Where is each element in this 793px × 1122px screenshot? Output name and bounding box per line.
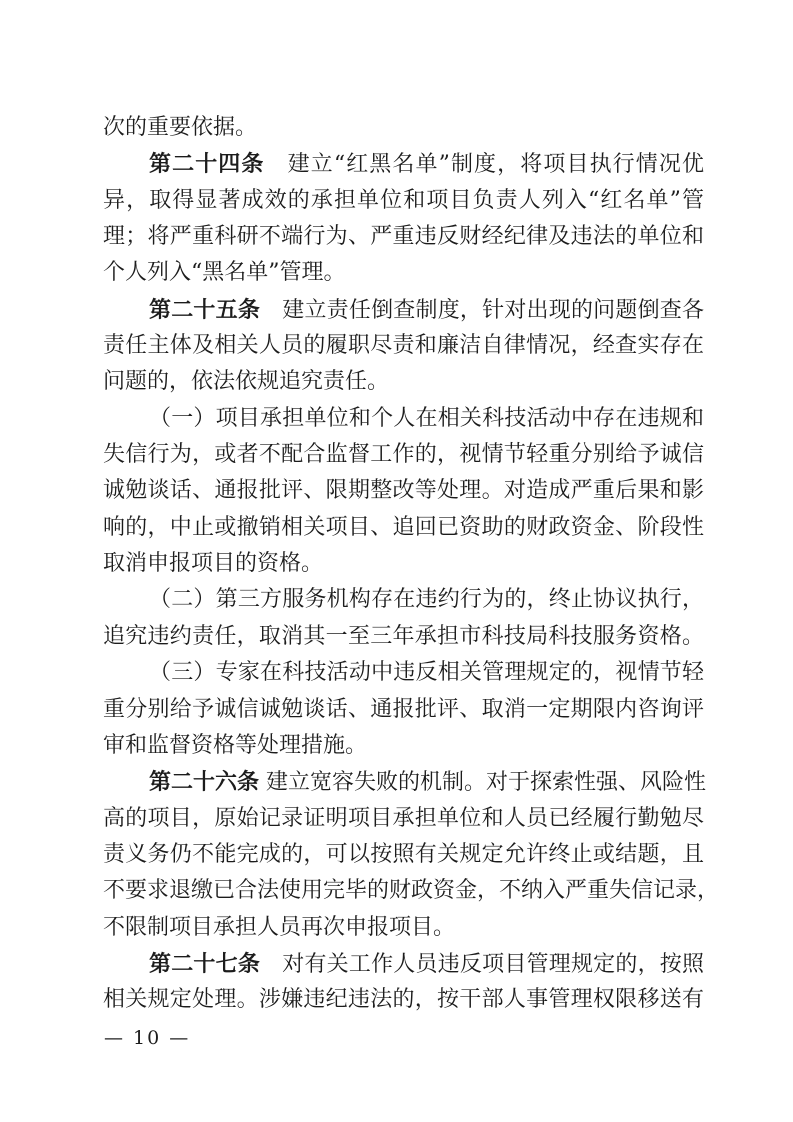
text-line — [103, 473, 704, 509]
text-line — [103, 292, 704, 328]
text-line — [103, 546, 704, 582]
text-line — [103, 255, 704, 291]
article-number: 第二十七条 — [149, 950, 261, 977]
text-segment: 建立责任倒查制度，针对出现的问题倒查各 — [260, 297, 704, 323]
text-line — [103, 183, 704, 219]
text-line — [103, 146, 704, 182]
text-line — [103, 582, 704, 618]
text-segment: 建立宽容失败的机制。对于探索性强、风险性 — [259, 770, 707, 796]
text-segment: 失信行为，或者不配合监督工作的，视情节轻重分别给予诚信 — [103, 442, 704, 468]
text-line — [103, 837, 704, 873]
text-segment: 高的项目，原始记录证明项目承担单位和人员已经履行勤勉尽 — [103, 805, 704, 831]
text-segment: 追究违约责任，取消其一至三年承担市科技局科技服务资格。 — [103, 623, 704, 649]
text-line — [103, 328, 704, 364]
text-line — [103, 873, 720, 909]
text-segment: （三）专家在科技活动中违反相关管理规定的，视情节轻 — [149, 660, 704, 686]
text-segment: 责任主体及相关人员的履职尽责和廉洁自律情况，经查实存在 — [103, 333, 704, 359]
text-line — [103, 692, 704, 728]
text-line — [103, 801, 704, 837]
article-number: 第二十六条 — [149, 769, 260, 796]
text-segment: 个人列入“黑名单”管理。 — [103, 260, 346, 286]
text-line — [103, 510, 704, 546]
text-segment: 响的，中止或撤销相关项目、追回已资助的财政资金、阶段性 — [103, 514, 704, 540]
text-line — [103, 764, 707, 800]
text-line — [103, 982, 704, 1018]
text-segment: 次的重要依据。 — [103, 115, 258, 140]
text-segment: 审和监督资格等处理措施。 — [103, 732, 368, 758]
text-line — [103, 619, 704, 655]
text-segment: 对有关工作人员违反项目管理规定的，按照 — [260, 951, 704, 977]
text-segment: 建立“红黑名单”制度，将项目执行情况优 — [264, 152, 704, 178]
text-segment: 取消申报项目的资格。 — [103, 551, 324, 577]
text-segment: 责义务仍不能完成的，可以按照有关规定允许终止或结题，且 — [103, 841, 704, 867]
article-number: 第二十四条 — [149, 151, 265, 178]
text-segment: 问题的，依法依规追究责任。 — [103, 369, 390, 395]
text-segment: 重分别给予诚信诚勉谈话、通报批评、取消一定期限内咨询评 — [103, 696, 704, 722]
text-line — [103, 219, 704, 255]
text-line — [103, 728, 704, 764]
text-line — [103, 437, 704, 473]
text-line — [103, 655, 704, 691]
article-number: 第二十五条 — [149, 296, 261, 323]
text-segment: 异，取得显著成效的承担单位和项目负责人列入“红名单”管 — [103, 187, 704, 213]
text-line — [103, 110, 704, 146]
text-line — [103, 946, 704, 982]
text-segment: 理；将严重科研不端行为、严重违反财经纪律及违法的单位和 — [103, 224, 704, 250]
text-line — [103, 364, 704, 400]
text-segment: （二）第三方服务机构存在违约行为的，终止协议执行， — [149, 587, 704, 613]
text-segment: 诚勉谈话、通报批评、限期整改等处理。对造成严重后果和影 — [103, 478, 704, 504]
text-segment: （一）项目承担单位和个人在相关科技活动中存在违规和 — [149, 405, 704, 431]
text-segment: 不要求退缴已合法使用完毕的财政资金，不纳入严重失信记录， — [103, 878, 720, 904]
text-line — [103, 910, 704, 946]
text-segment: 不限制项目承担人员再次申报项目。 — [103, 914, 456, 940]
text-content — [103, 110, 720, 1019]
text-line — [103, 401, 704, 437]
page-number: — 10 — — [104, 1027, 191, 1049]
text-segment: 相关规定处理。涉嫌违纪违法的，按干部人事管理权限移送有 — [103, 987, 704, 1013]
